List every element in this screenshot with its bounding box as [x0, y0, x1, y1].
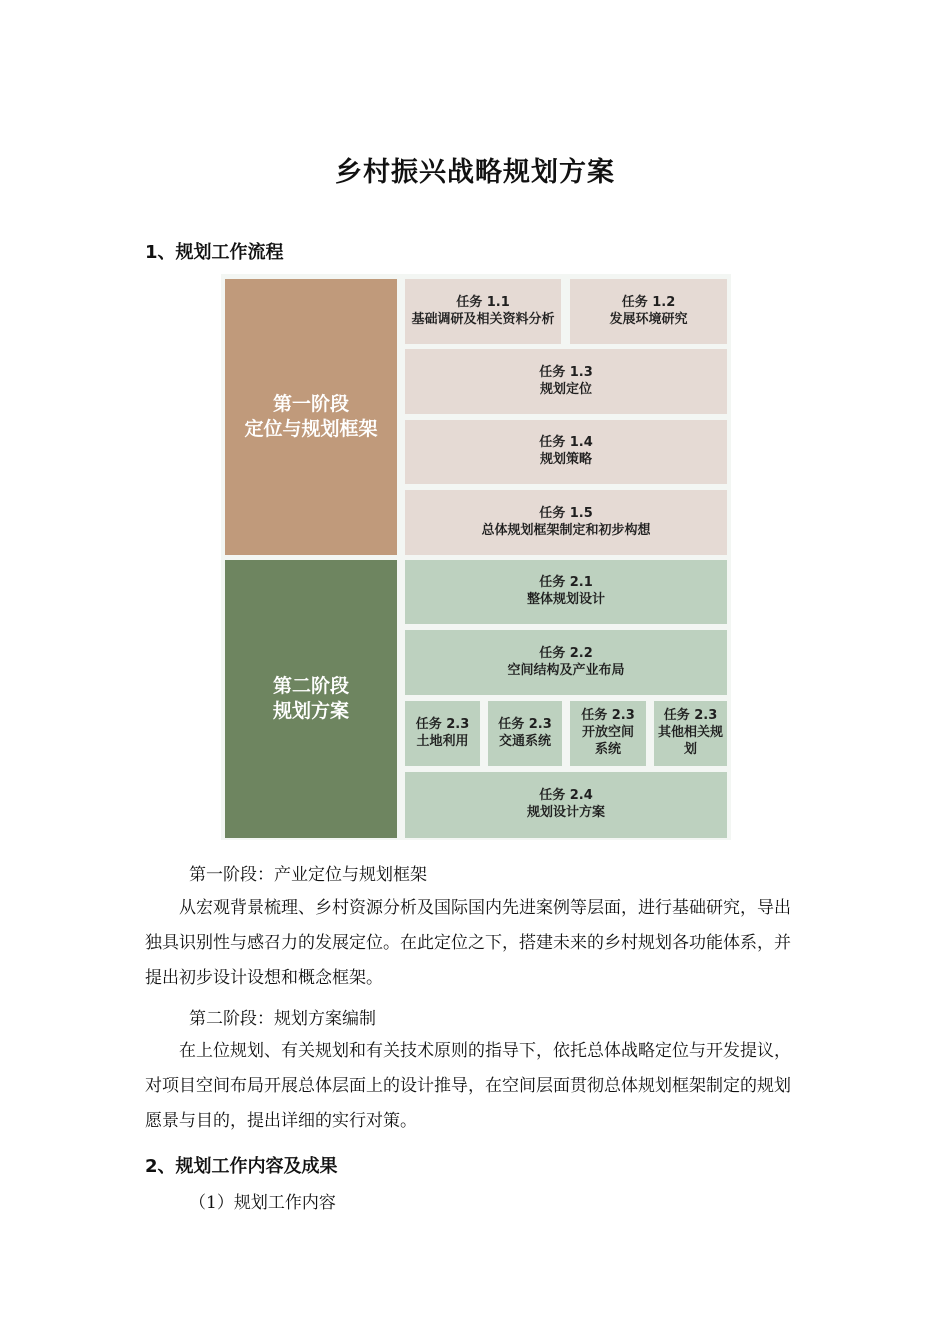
task-id: 任务 2.2: [539, 645, 593, 661]
task-id: 任务 1.1: [456, 294, 510, 310]
task-2-2: [405, 630, 727, 695]
stage-1-block: [225, 279, 397, 555]
task-id: 任务 2.3: [663, 708, 718, 724]
task-2-3-other: [654, 701, 727, 766]
stage-2-heading: 第二阶段：规划方案编制: [189, 1009, 376, 1029]
task-name: 规划策略: [539, 452, 592, 467]
task-id: 任务 2.4: [539, 788, 593, 804]
section-2-heading: 2、规划工作内容及成果: [145, 1156, 338, 1177]
task-2-1: [405, 560, 727, 624]
stage-1-label: 第一阶段 定位与规划框架: [244, 393, 378, 440]
task-name: 交通系统: [498, 733, 551, 749]
task-id: 任务 2.1: [539, 575, 593, 591]
task-name: 土地利用: [416, 733, 469, 749]
task-id: 任务 2.3: [415, 716, 470, 732]
task-1-5: [405, 490, 727, 555]
task-1-3: [405, 349, 727, 414]
task-2-4: [405, 772, 727, 838]
document-title: 乡村振兴战略规划方案: [335, 157, 615, 188]
section-1-heading: 1、规划工作流程: [145, 242, 284, 263]
stage-2-paragraph: 在上位规划、有关规划和有关技术原则的指导下，依托总体战略定位与开发提议，对项目空间布局开展总体层面上的设计推导，在空间层面贯彻总体规划框架制定的规划愿景与目的，提出详细的实行对策。: [145, 1041, 791, 1131]
task-id: 任务 1.3: [539, 364, 593, 380]
task-1-2: [570, 279, 727, 344]
task-1-4: [405, 420, 727, 484]
task-name: 基础调研及相关资料分析: [411, 311, 555, 327]
task-2-3-transport: [488, 701, 562, 766]
stage-2-block: [225, 560, 397, 838]
stage-1-heading: 第一阶段：产业定位与规划框架: [189, 865, 427, 885]
stage-2-label: 第二阶段 规划方案: [272, 675, 349, 722]
task-id: 任务 1.4: [539, 435, 593, 451]
task-id: 任务 2.3: [581, 708, 635, 724]
stage-1-paragraph: 从宏观背景梳理、乡村资源分析及国际国内先进案例等层面，进行基础研究，导出独具识别性与感召力的发展定位。在此定位之下，搭建未来的乡村规划各功能体系，并提出初步设计设想和概念框架。: [145, 898, 791, 988]
task-1-1: [405, 279, 561, 344]
task-2-3-land-use: [405, 701, 480, 766]
task-id: 任务 1.2: [621, 294, 676, 310]
task-name: 整体规划设计: [526, 592, 605, 607]
task-name: 开放空间系统: [581, 725, 634, 757]
task-id: 任务 2.3: [498, 716, 552, 732]
task-name: 规划定位: [539, 381, 592, 397]
task-name: 发展环境研究: [609, 311, 688, 327]
task-name: 规划设计方案: [526, 805, 605, 820]
task-id: 任务 1.5: [539, 505, 593, 521]
task-name: 空间结构及产业布局: [507, 662, 625, 678]
task-name: 总体规划框架制定和初步构想: [481, 522, 651, 538]
section-2-subheading: （1）规划工作内容: [189, 1193, 336, 1213]
task-name: 其他相关规划: [657, 725, 723, 757]
task-2-3-open-space: [570, 701, 646, 766]
workflow-diagram: [221, 274, 731, 840]
